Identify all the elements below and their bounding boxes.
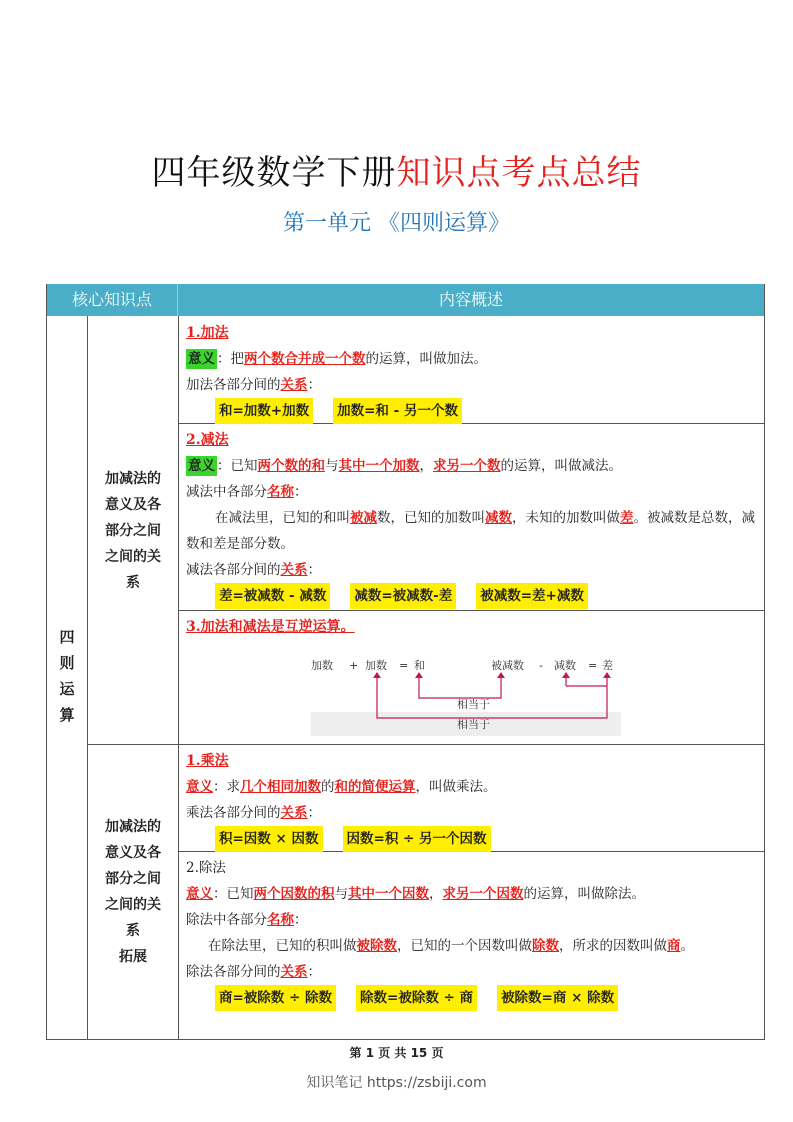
diagram-label-2: 相当于	[457, 718, 490, 731]
text: 减法中各部分	[186, 484, 267, 500]
unit-subtitle: 第一单元 《四则运算》	[283, 211, 510, 236]
keyword: 几个相同加数	[240, 779, 321, 795]
inverse-diagram-svg	[311, 656, 621, 736]
text: 。被减数是总数，减数和差是部分数。	[186, 510, 755, 552]
expr-right-1: -	[539, 659, 543, 672]
diagram-label-1: 相当于	[457, 698, 490, 711]
text: ，已知的一个因数叫做	[397, 938, 532, 954]
text: 与	[334, 886, 348, 902]
text: ，	[419, 458, 433, 474]
keyword: 名称	[267, 912, 294, 928]
topic-label: 四 则 运 算	[59, 628, 75, 724]
keyword: 商	[667, 938, 681, 954]
keyword: 求另一个数	[433, 458, 501, 474]
addition-cell	[186, 320, 761, 424]
page-title	[0, 145, 793, 194]
keyword: 两个因数的积	[253, 886, 335, 902]
arrow-up	[497, 672, 505, 678]
text: ，未知的加数叫做	[512, 510, 620, 526]
header-core-points: 核心知识点	[47, 284, 178, 316]
expr-right-2: 减数	[554, 659, 576, 672]
addition-formula: 加数=和 - 另一个数	[333, 398, 462, 424]
text: 除法中各部分	[186, 912, 267, 928]
expr-left-1: +	[349, 659, 359, 672]
division-cell	[186, 855, 761, 1011]
multiplication-meaning-label: 意义	[186, 779, 213, 795]
text: 乘法各部分间的	[186, 805, 281, 821]
text: ，	[429, 886, 443, 902]
text: 的	[321, 779, 335, 795]
text: 减法各部分间的	[186, 562, 281, 578]
text: ：求	[213, 779, 240, 795]
addition-heading: 1.加法	[186, 325, 229, 341]
text: ：	[307, 964, 321, 980]
group2-label: 加减法的 意义及各 部分之间 之间的关 系 拓展	[105, 819, 161, 965]
arrow-up	[373, 672, 381, 678]
title-black: 四年级数学下册	[151, 153, 397, 193]
text: ：	[307, 805, 321, 821]
division-meaning-label: 意义	[186, 886, 213, 902]
row-divider-2	[178, 610, 764, 611]
division-formula: 除数=被除数 ÷ 商	[356, 985, 477, 1011]
division-heading: 2.除法	[186, 860, 226, 876]
keyword: 关系	[280, 805, 308, 821]
text: 。	[680, 938, 694, 954]
text: ：已知	[217, 458, 258, 474]
division-formula: 被除数=商 × 除数	[497, 985, 618, 1011]
keyword: 关系	[280, 562, 308, 578]
group1-label: 加减法的 意义及各 部分之间 之间的关 系	[105, 471, 161, 591]
header-content-overview: 内容概述	[438, 290, 503, 309]
subtraction-formula: 被减数=差+减数	[476, 583, 588, 609]
expr-left-2: 加数	[365, 659, 387, 672]
expr-right-0: 被减数	[491, 659, 524, 672]
inverse-cell	[186, 614, 761, 742]
text: 的运算，叫做除法。	[523, 886, 645, 902]
footer-watermark: 知识笔记 https://zsbiji.com	[306, 1075, 487, 1091]
subtraction-formula: 减数=被减数-差	[350, 583, 456, 609]
keyword: 被除数	[356, 938, 397, 954]
expr-right-4: 差	[602, 659, 613, 672]
text: 的运算，叫做减法。	[500, 458, 622, 474]
text: ：已知	[213, 886, 254, 902]
division-formula: 商=被除数 ÷ 除数	[215, 985, 336, 1011]
text: ，叫做乘法。	[415, 779, 497, 795]
text: ：把	[217, 351, 244, 367]
expr-left-3: =	[399, 659, 409, 672]
text: ，所求的因数叫做	[559, 938, 667, 954]
keyword: 差	[620, 510, 634, 526]
table-header	[47, 284, 764, 316]
addition-meaning-label: 意义	[188, 351, 215, 367]
addition-relation-key: 关系	[280, 377, 308, 393]
subtraction-paragraph	[186, 505, 758, 557]
keyword: 被减	[350, 510, 377, 526]
arrow-up	[603, 672, 611, 678]
keyword: 其中一个因数	[348, 886, 429, 902]
knowledge-table	[46, 284, 765, 1040]
subtraction-heading: 2.减法	[186, 432, 229, 448]
keyword: 其中一个加数	[338, 458, 420, 474]
addition-formula: 和=加数+加数	[215, 398, 313, 424]
text: ：	[307, 377, 321, 393]
page-number: 第 1 页 共 15 页	[349, 1046, 444, 1060]
subtraction-formula: 差=被减数 - 减数	[215, 583, 330, 609]
addition-meaning-key: 两个数合并成一个数	[244, 351, 366, 367]
multiplication-heading: 1.乘法	[186, 753, 229, 769]
text: 数，已知的加数叫	[377, 510, 485, 526]
keyword: 求另一个因数	[442, 886, 524, 902]
keyword: 两个数的和	[257, 458, 325, 474]
keyword: 名称	[267, 484, 294, 500]
division-paragraph	[186, 933, 746, 959]
text: ：	[307, 562, 321, 578]
title-red: 知识点考点总结	[396, 153, 642, 193]
arrow-up	[415, 672, 423, 678]
multiplication-formula: 积=因数 × 因数	[215, 826, 323, 852]
multiplication-formula: 因数=积 ÷ 另一个因数	[343, 826, 491, 852]
text: ：	[294, 912, 308, 928]
expr-left-0: 加数	[311, 659, 333, 672]
text: 加法各部分间的	[186, 377, 281, 393]
keyword: 除数	[532, 938, 559, 954]
subtraction-cell	[186, 427, 761, 609]
connector-upper	[419, 690, 501, 698]
text: 的运算，叫做加法。	[365, 351, 487, 367]
text: ：	[294, 484, 308, 500]
topic-cell	[47, 316, 87, 1040]
expr-left-4: 和	[414, 659, 425, 672]
inverse-diagram	[311, 656, 621, 745]
text: 与	[325, 458, 339, 474]
text: 在减法里，已知的和叫	[215, 510, 350, 526]
arrow-up	[562, 672, 570, 678]
inverse-heading: 3.加法和减法是互逆运算。	[186, 619, 355, 635]
keyword: 和的简便运算	[334, 779, 416, 795]
col2-divider	[178, 316, 179, 1040]
expr-right-3: =	[588, 659, 598, 672]
subtraction-meaning-label: 意义	[188, 458, 215, 474]
multiplication-cell	[186, 748, 761, 852]
text: 除法各部分间的	[186, 964, 281, 980]
keyword: 关系	[280, 964, 308, 980]
text: 在除法里，已知的积叫做	[208, 938, 357, 954]
keyword: 减数	[485, 510, 512, 526]
